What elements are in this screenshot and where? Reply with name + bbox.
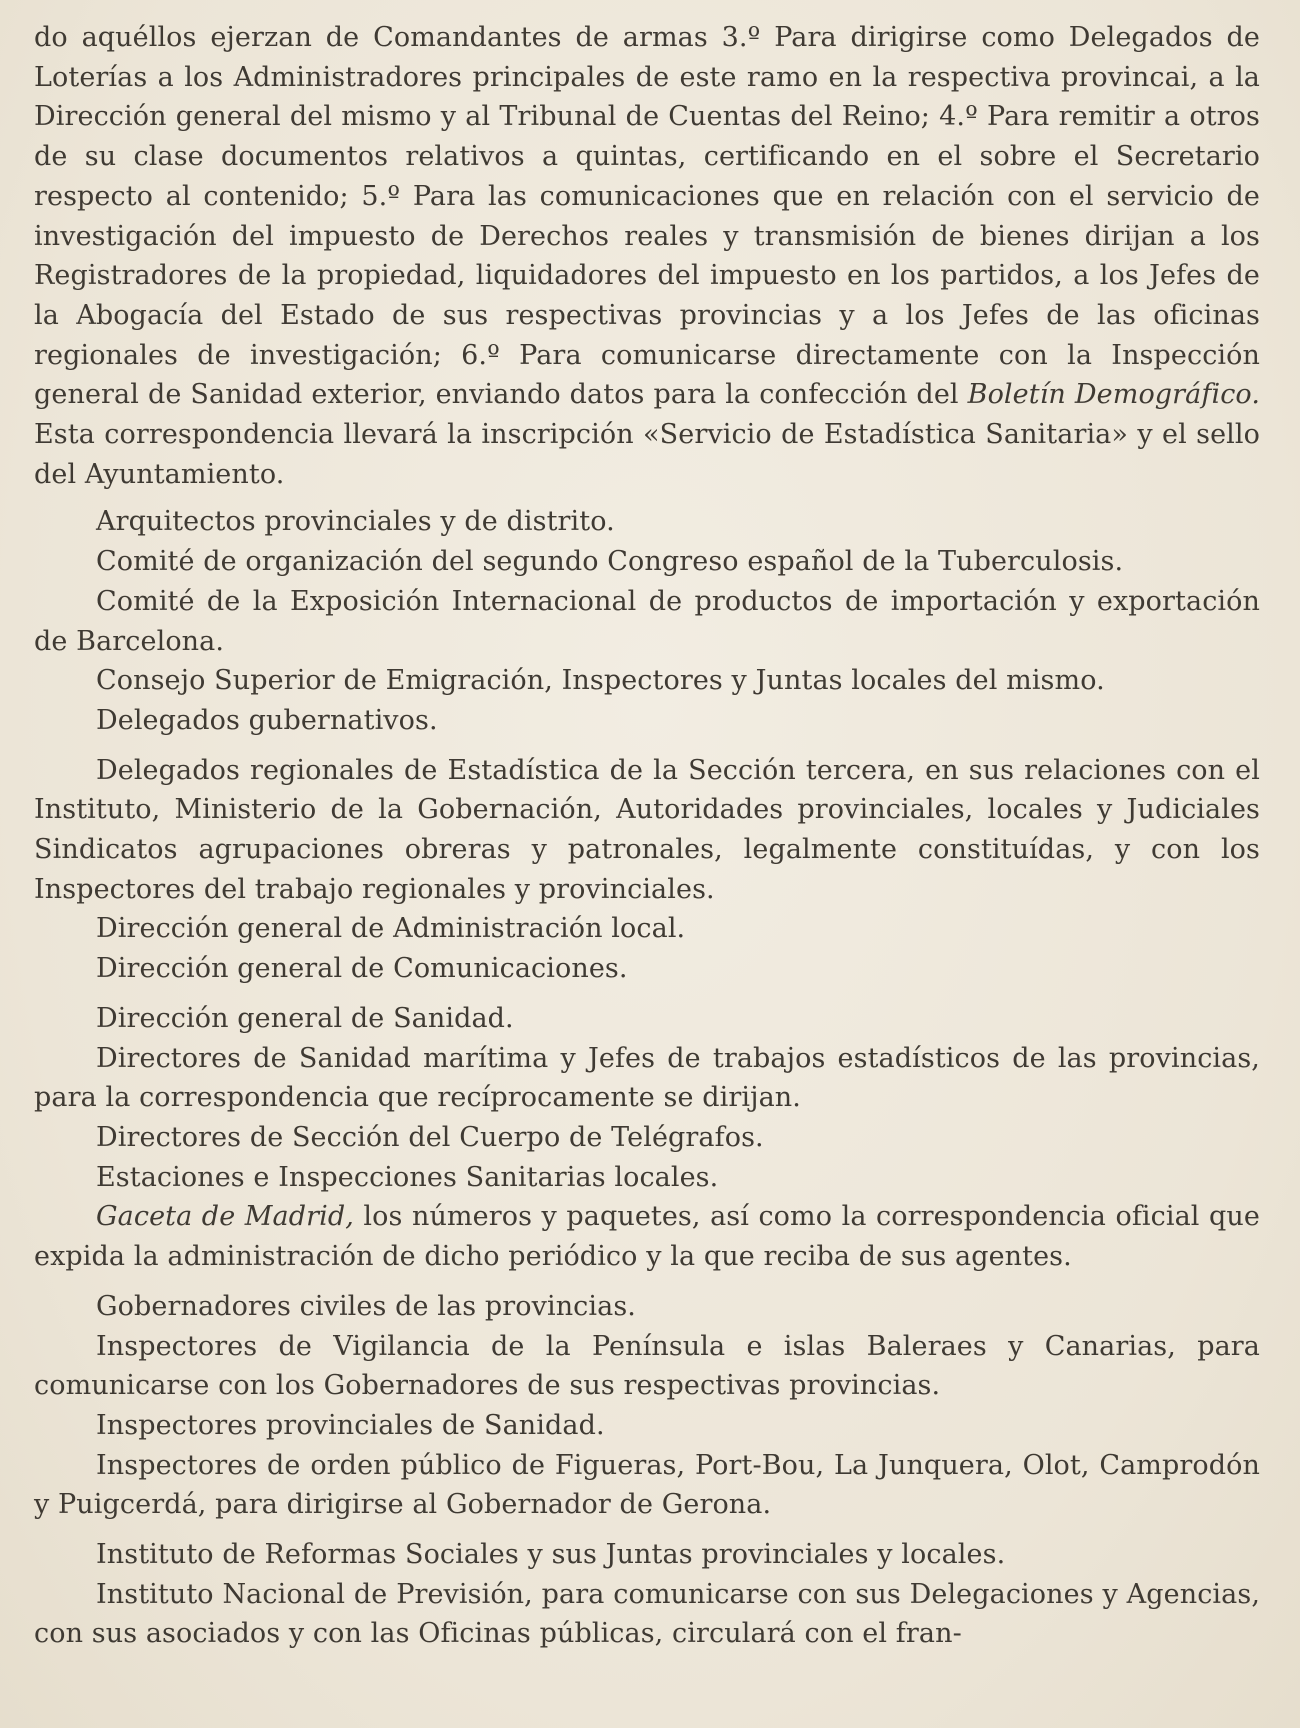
entry-inspectores-orden: Inspectores de orden público de Figueras, Port-Bou, La Junquera, Olot, Camprodón y Puigcerdá, para dirigirse al Gobernador de Gerona. <box>34 1449 1260 1521</box>
entry-gobernadores-civiles: Gobernadores civiles de las provincias. <box>96 1290 636 1322</box>
entry-comite-congreso: Comité de organización del segundo Congreso español de la Tuberculosis. <box>96 546 1124 578</box>
document-body <box>34 18 1260 1654</box>
entry-directores-sanidad: Directores de Sanidad marítima y Jefes de trabajos estadísticos de las provincias, para la correspondencia que recíprocamente se dirijan. <box>34 1042 1260 1114</box>
italic-title: Boletín Demográfico. <box>967 379 1260 411</box>
entry-delegados-regionales: Delegados regionales de Estadística de la Sección tercera, en sus relaciones con el Instituto, Ministerio de la Gobernación, Autoridades provinciales, locales y Judiciales Sindicatos agrupaciones obreras y patronales, legalmente constituídas, y con los Inspectores del trabajo regionales y provinciales. <box>34 754 1260 905</box>
entry-delegados-gubernativos: Delegados gubernativos. <box>96 704 438 736</box>
entry-directores-telegrafos: Directores de Sección del Cuerpo de Telégrafos. <box>96 1121 764 1153</box>
paragraph-text: do aquéllos ejerzan de Comandantes de armas 3.º Para dirigirse como Delegados de Loterías a los Administradores principales de este ramo en la respectiva provincai, a la Dirección general del mismo y al Tribunal de Cuentas del Reino; 4.º Para remitir a otros de su clase documentos relativos a quintas, certificando en el sobre el Secretario respecto al contenido; 5.º Para las comunicaciones que en relación con el servicio de investigación del impuesto de Derechos reales y transmisión de bienes dirijan a los Registradores de la propiedad, liquidadores del impuesto en los partidos, a los Jefes de la Abogacía del Estado de sus respectivas provincias y a los Jefes de las oficinas regionales de investigación; 6.º Para comunicarse directamente con la Inspección general de Sanidad exterior, enviando datos para la confección del <box>34 22 1260 411</box>
italic-title: Gaceta de Madrid, <box>96 1201 354 1233</box>
entry-instituto-reformas: Instituto de Reformas Sociales y sus Juntas provinciales y locales. <box>96 1539 1006 1571</box>
entry-direccion-comunicaciones: Dirección general de Comunicaciones. <box>96 953 628 985</box>
entry-consejo-emigracion: Consejo Superior de Emigración, Inspectores y Juntas locales del mismo. <box>96 665 1105 697</box>
entry-direccion-sanidad: Dirección general de Sanidad. <box>96 1002 514 1034</box>
entry-inspectores-sanidad: Inspectores provinciales de Sanidad. <box>96 1409 605 1441</box>
paragraph-text: los números y paquetes, así como la correspondencia oficial que expida la administración de dicho periódico y la que reciba de sus agentes. <box>34 1201 1260 1273</box>
paragraph-continuation <box>34 18 1260 494</box>
entry-estaciones-sanitarias: Estaciones e Inspecciones Sanitarias locales. <box>96 1161 719 1193</box>
entry-comite-exposicion: Comité de la Exposición Internacional de productos de importación y exportación de Barcelona. <box>34 585 1260 657</box>
entry-gaceta-madrid <box>34 1197 1260 1276</box>
entry-inspectores-vigilancia: Inspectores de Vigilancia de la Península e islas Baleraes y Canarias, para comunicarse con los Gobernadores de sus respectivas provincias. <box>34 1330 1260 1402</box>
spacer <box>34 494 1260 502</box>
paragraph-text: Esta correspondencia llevará la inscripción «Servicio de Estadística Sanitaria» y el sello del Ayuntamiento. <box>34 419 1260 490</box>
entry-direccion-administracion: Dirección general de Administración local. <box>96 913 686 945</box>
entry-instituto-prevision: Instituto Nacional de Previsión, para comunicarse con sus Delegaciones y Agencias, con sus asociados y con las Oficinas públicas, circulará con el fran- <box>34 1578 1260 1650</box>
entry-arquitectos: Arquitectos provinciales y de distrito. <box>96 506 615 538</box>
